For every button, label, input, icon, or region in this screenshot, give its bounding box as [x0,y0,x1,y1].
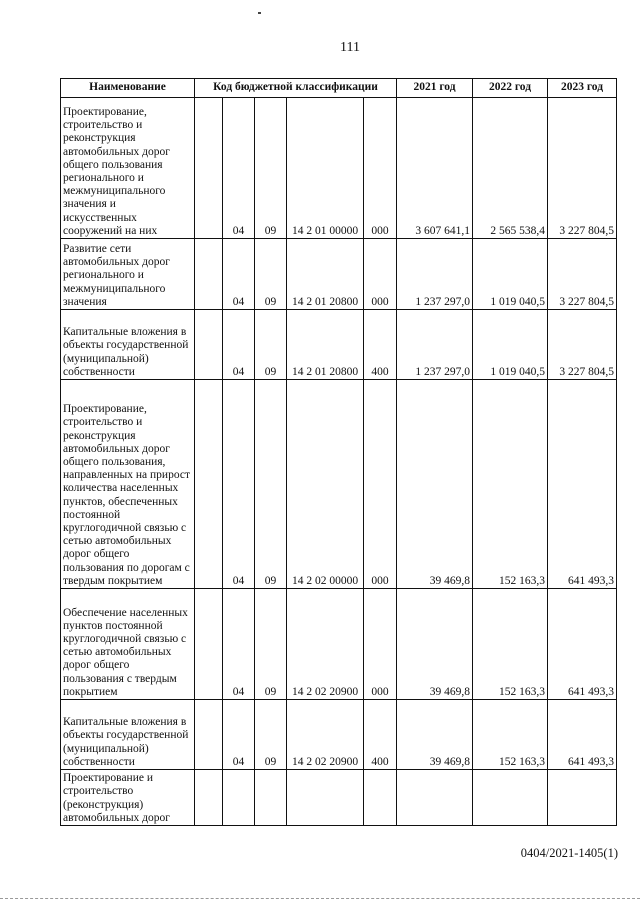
code-subsection: 09 [255,98,287,239]
code-section [223,770,255,826]
code-expense-type: 400 [364,700,397,770]
code-subsection: 09 [255,589,287,700]
table-row [61,380,617,589]
empty-cell [195,380,223,589]
value-2021: 1 237 297,0 [397,310,473,380]
value-2023: 3 227 804,5 [548,239,617,310]
table-header-row [61,79,617,98]
budget-table [60,78,617,826]
code-expense-type: 000 [364,589,397,700]
code-expense-type: 000 [364,239,397,310]
header-code: Код бюджетной классификации [195,79,397,98]
value-2021: 39 469,8 [397,589,473,700]
code-section: 04 [223,380,255,589]
empty-cell [195,770,223,826]
code-target: 14 2 01 00000 [287,98,364,239]
value-2021: 3 607 641,1 [397,98,473,239]
empty-cell [195,239,223,310]
value-2022: 152 163,3 [473,589,548,700]
value-2022: 152 163,3 [473,700,548,770]
value-2023: 641 493,3 [548,380,617,589]
code-section: 04 [223,700,255,770]
value-2023: 641 493,3 [548,700,617,770]
table-row [61,770,617,826]
code-subsection: 09 [255,700,287,770]
row-name: Проектирование и строительство (реконструкция) автомобильных дорог [61,770,195,826]
code-subsection [255,770,287,826]
value-2021 [397,770,473,826]
code-target: 14 2 01 20800 [287,239,364,310]
code-target [287,770,364,826]
code-section: 04 [223,310,255,380]
value-2021: 39 469,8 [397,700,473,770]
code-section: 04 [223,589,255,700]
table-row [61,239,617,310]
value-2023: 3 227 804,5 [548,310,617,380]
header-name: Наименование [61,79,195,98]
table-row [61,700,617,770]
scan-edge-line [0,898,640,900]
code-subsection: 09 [255,310,287,380]
code-expense-type: 000 [364,380,397,589]
code-target: 14 2 02 20900 [287,589,364,700]
code-expense-type: 400 [364,310,397,380]
value-2022: 2 565 538,4 [473,98,548,239]
empty-cell [195,98,223,239]
row-name: Капитальные вложения в объекты государственной (муниципальной) собственности [61,310,195,380]
value-2021: 39 469,8 [397,380,473,589]
header-2023: 2023 год [548,79,617,98]
code-subsection: 09 [255,239,287,310]
header-2022: 2022 год [473,79,548,98]
table-row [61,589,617,700]
empty-cell [195,589,223,700]
scan-speck [258,12,261,14]
table-row [61,98,617,239]
value-2022: 152 163,3 [473,380,548,589]
value-2022: 1 019 040,5 [473,310,548,380]
value-2023: 641 493,3 [548,589,617,700]
code-section: 04 [223,239,255,310]
row-name: Обеспечение населенных пунктов постоянной круглогодичной связью с сетью автомобильных дорог общего пользования с твердым покрытием [61,589,195,700]
value-2021: 1 237 297,0 [397,239,473,310]
code-subsection: 09 [255,380,287,589]
code-target: 14 2 02 20900 [287,700,364,770]
empty-cell [195,310,223,380]
document-code: 0404/2021-1405(1) [520,846,618,860]
empty-cell [195,700,223,770]
code-expense-type [364,770,397,826]
value-2023 [548,770,617,826]
value-2022 [473,770,548,826]
code-section: 04 [223,98,255,239]
value-2022: 1 019 040,5 [473,239,548,310]
code-expense-type: 000 [364,98,397,239]
table-row [61,310,617,380]
value-2023: 3 227 804,5 [548,98,617,239]
row-name: Развитие сети автомобильных дорог регионального и межмуниципального значения [61,239,195,310]
page-number: 111 [340,40,360,55]
row-name: Проектирование, строительство и реконструкция автомобильных дорог общего пользования, направленных на прирост количества населенных пунктов, обеспеченных постоянной круглогодичной связью с сетью автомобильных дорог общего пользования по дорогам с твердым покрытием [61,380,195,589]
row-name: Проектирование, строительство и реконструкция автомобильных дорог общего пользования регионального и межмуниципального значения и искусственных сооружений на них [61,98,195,239]
code-target: 14 2 01 20800 [287,310,364,380]
code-target: 14 2 02 00000 [287,380,364,589]
row-name: Капитальные вложения в объекты государственной (муниципальной) собственности [61,700,195,770]
header-2021: 2021 год [397,79,473,98]
